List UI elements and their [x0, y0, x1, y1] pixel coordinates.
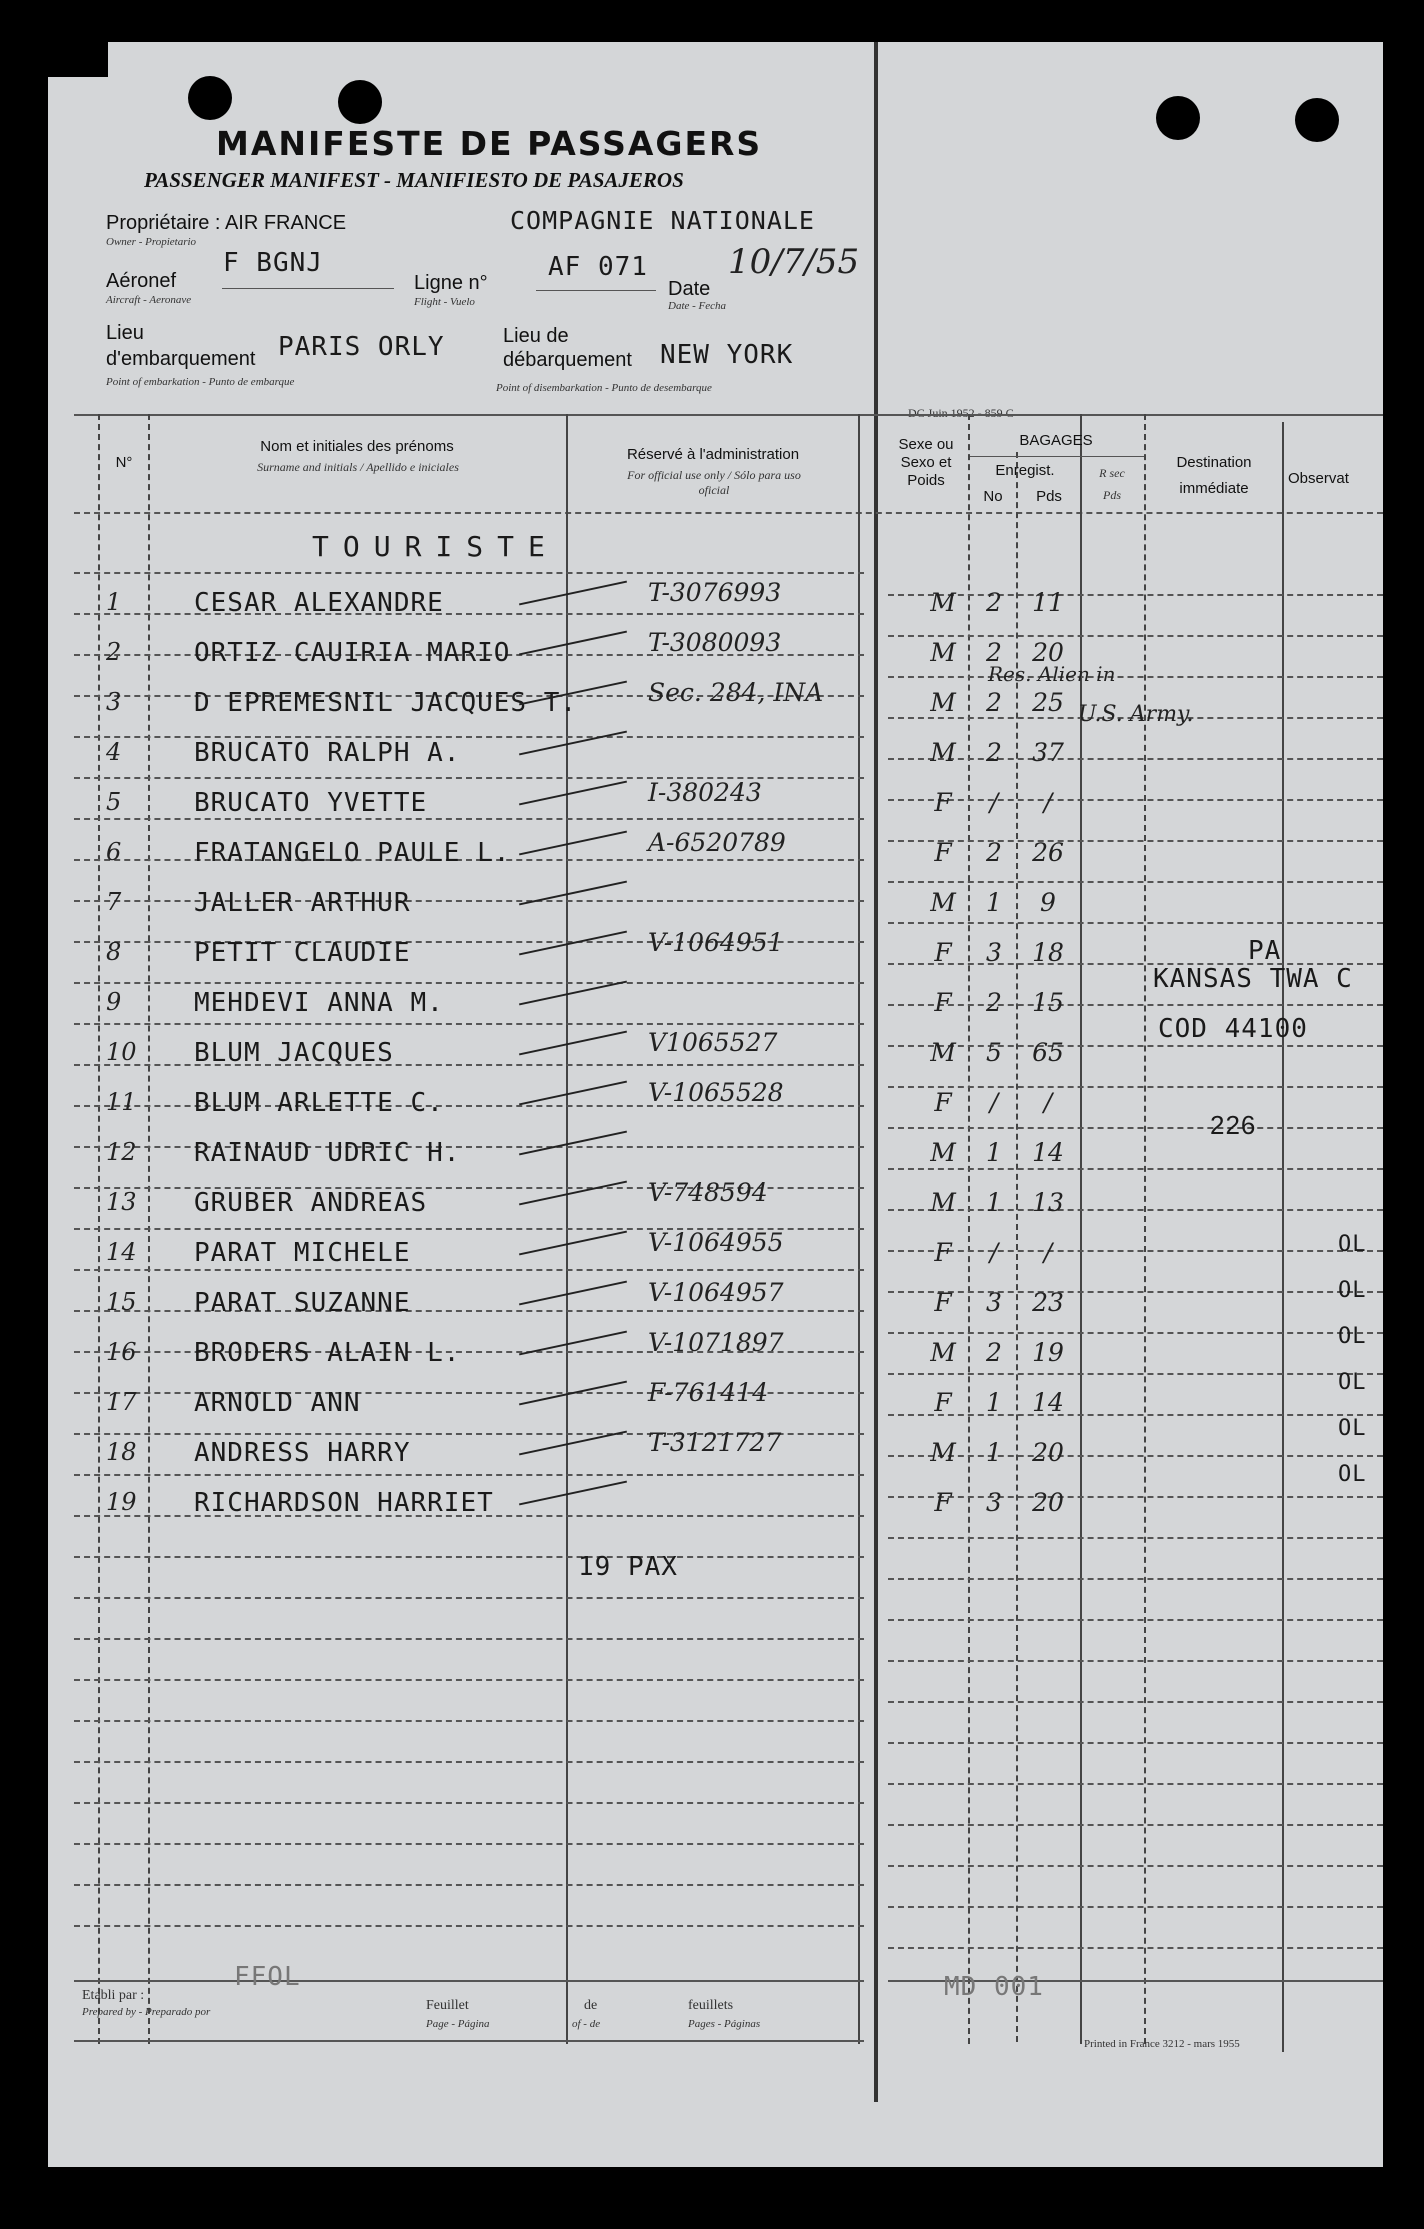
torn-corner	[48, 42, 108, 77]
col-header-sex: Sexe ou Sexo et Poids	[898, 436, 954, 489]
page-total-label: feuillets	[688, 1998, 734, 2013]
bag-weight: 65	[1032, 1038, 1064, 1067]
passenger-sex: M	[930, 738, 956, 767]
check-stroke	[519, 731, 627, 756]
passenger-name: D EPREMESNIL JACQUES T.	[194, 688, 578, 718]
admin-number: V-1064951	[648, 928, 784, 957]
bag-weight: 18	[1032, 938, 1064, 967]
bag-count: 1	[986, 1388, 1002, 1417]
table-row	[48, 1278, 1383, 1328]
passenger-name: ARNOLD ANN	[194, 1388, 361, 1418]
passenger-name: BRODERS ALAIN L.	[194, 1338, 461, 1368]
check-stroke	[519, 1131, 627, 1156]
passenger-name: FRATANGELO PAULE L.	[194, 838, 511, 868]
bag-weight: 13	[1032, 1188, 1064, 1217]
bag-count: /	[989, 1238, 999, 1267]
table-row	[48, 628, 1383, 678]
prepared-value: FFOL	[234, 1962, 301, 1992]
army-note-line-1: Res. Alien in	[988, 662, 1116, 686]
table-row	[48, 778, 1383, 828]
check-stroke	[519, 631, 627, 656]
bag-weight: /	[1043, 1238, 1053, 1267]
bag-count: /	[989, 788, 999, 817]
embark-sub: Point of embarkation - Punto de embarque	[106, 376, 295, 388]
check-stroke	[519, 881, 627, 906]
admin-number: I-380243	[648, 778, 762, 807]
flight-value: AF 071	[548, 252, 648, 282]
passenger-no: 11	[106, 1088, 137, 1116]
bag-count: 2	[986, 688, 1002, 717]
bag-weight: 26	[1032, 838, 1064, 867]
passenger-name: BLUM JACQUES	[194, 1038, 394, 1068]
col-header-excess: R sec	[1099, 466, 1125, 480]
date-sub: Date - Fecha	[668, 300, 727, 312]
prepared-sub: Prepared by - Preparado por	[82, 2006, 211, 2018]
passenger-name: BLUM ARLETTE C.	[194, 1088, 444, 1118]
punch-hole-left-1	[188, 76, 232, 120]
bag-count: 5	[986, 1038, 1002, 1067]
printed-note: Printed in France 3212 - mars 1955	[1084, 2038, 1240, 2050]
punch-hole-left-2	[338, 80, 382, 124]
table-row	[48, 1378, 1383, 1428]
check-stroke	[519, 1081, 627, 1106]
admin-number: T-3076993	[648, 578, 782, 607]
page-total-sub: Pages - Páginas	[688, 2018, 761, 2030]
col-header-excess-pds: Pds	[1103, 488, 1121, 502]
passenger-sex: M	[930, 1038, 956, 1067]
passenger-sex: F	[934, 788, 952, 817]
passenger-sex: F	[934, 1238, 952, 1267]
bag-weight: /	[1043, 1088, 1053, 1117]
passenger-no: 19	[106, 1488, 137, 1516]
passenger-no: 6	[106, 838, 122, 866]
passenger-name: ORTIZ CAUIRIA MARIO	[194, 638, 511, 668]
prepared-label: Etabli par :	[82, 1988, 145, 2003]
passenger-name: PARAT MICHELE	[194, 1238, 411, 1268]
table-row	[48, 1484, 1383, 1528]
punch-hole-right-2	[1295, 98, 1339, 142]
table-row	[48, 884, 1383, 928]
passenger-sex: M	[930, 638, 956, 667]
passenger-no: 12	[106, 1138, 137, 1166]
col-header-no: N°	[115, 454, 133, 471]
punch-hole-right-1	[1156, 96, 1200, 140]
passenger-no: 4	[106, 738, 122, 766]
col-header-destination: Destination immédiate	[1176, 454, 1252, 497]
check-stroke	[519, 1381, 627, 1406]
bag-count: 2	[986, 1338, 1002, 1367]
document-subtitle: PASSENGER MANIFEST - MANIFIESTO DE PASAJEROS	[144, 168, 684, 192]
col-header-observ: Observat	[1288, 470, 1349, 487]
bag-count: 2	[986, 988, 1002, 1017]
passenger-name: BRUCATO RALPH A.	[194, 738, 461, 768]
table-row	[48, 828, 1383, 878]
col-header-admin: Réservé à l'administration	[626, 446, 800, 463]
check-stroke	[519, 581, 627, 606]
passenger-no: 3	[106, 688, 122, 716]
passenger-sex: M	[930, 588, 956, 617]
passenger-name: BRUCATO YVETTE	[194, 788, 428, 818]
bag-weight: 37	[1032, 738, 1064, 767]
owner-value: COMPAGNIE NATIONALE	[510, 206, 815, 235]
admin-number: V-1065528	[648, 1078, 784, 1107]
passenger-no: 7	[106, 888, 122, 916]
page-of-sub: of - de	[572, 2018, 601, 2030]
passenger-sex: F	[934, 988, 952, 1017]
bag-count: 2	[986, 588, 1002, 617]
passenger-no: 2	[106, 638, 122, 666]
bag-count: 1	[986, 1138, 1002, 1167]
page-of: de	[584, 1998, 598, 2013]
col-header-no-sub: No	[983, 488, 1003, 505]
bag-weight: 14	[1032, 1138, 1064, 1167]
bag-count: 1	[986, 1188, 1002, 1217]
owner-sub: Owner - Propietario	[106, 236, 197, 248]
bag-count: 3	[986, 1488, 1002, 1517]
section-label: TOURISTE	[312, 530, 559, 563]
annotation-pa: PA	[1248, 936, 1282, 966]
check-stroke	[519, 1231, 627, 1256]
bag-weight: 20	[1032, 1488, 1064, 1517]
bag-weight: 20	[1032, 1438, 1064, 1467]
page-sub: Page - Página	[426, 2018, 490, 2030]
observation-mark: OL	[1338, 1462, 1367, 1487]
owner-label: Propriétaire : AIR FRANCE	[106, 212, 347, 234]
bag-weight: 19	[1032, 1338, 1064, 1367]
bag-count: 3	[986, 938, 1002, 967]
table-row	[48, 1328, 1383, 1378]
admin-number: T-3121727	[648, 1428, 782, 1457]
passenger-sex: F	[934, 1288, 952, 1317]
table-row	[48, 1228, 1383, 1278]
observation-mark: OL	[1338, 1232, 1367, 1257]
passenger-name: PARAT SUZANNE	[194, 1288, 411, 1318]
admin-number: V-1064957	[648, 1278, 784, 1307]
passenger-sex: F	[934, 1088, 952, 1117]
observation-mark: OL	[1338, 1324, 1367, 1349]
admin-number: Sec. 284, INA	[648, 678, 824, 707]
annotation-226: 226	[1210, 1110, 1257, 1140]
col-header-name: Nom et initiales des prénoms	[260, 438, 454, 455]
passenger-sex: F	[934, 1488, 952, 1517]
passenger-name: PETIT CLAUDIE	[194, 938, 411, 968]
check-stroke	[519, 831, 627, 856]
passenger-sex: M	[930, 1438, 956, 1467]
bag-count: 2	[986, 838, 1002, 867]
admin-number: V1065527	[648, 1028, 778, 1057]
check-stroke	[519, 931, 627, 956]
disembark-sub: Point of disembarkation - Punto de desembarque	[496, 382, 712, 394]
bag-weight: 11	[1032, 588, 1064, 617]
col-header-bagages: BAGAGES	[1019, 432, 1093, 449]
passenger-name: CESAR ALEXANDRE	[194, 588, 444, 618]
passenger-sex: F	[934, 938, 952, 967]
aircraft-label: Aéronef	[106, 270, 177, 292]
annotation-cod: COD 44100	[1158, 1014, 1308, 1044]
flight-label: Ligne n°	[414, 272, 488, 294]
date-value: 10/7/55	[728, 242, 860, 282]
check-stroke	[519, 981, 627, 1006]
passenger-name: ANDRESS HARRY	[194, 1438, 411, 1468]
passenger-sex: M	[930, 688, 956, 717]
passenger-no: 13	[106, 1188, 137, 1216]
passenger-no: 8	[106, 938, 122, 966]
bag-count: /	[989, 1088, 999, 1117]
embark-label: Lieu d'embarquement	[106, 322, 256, 370]
passenger-name: GRUBER ANDREAS	[194, 1188, 428, 1218]
bag-weight: 9	[1040, 888, 1056, 917]
passenger-no: 18	[106, 1438, 137, 1466]
total-pax: 19 PAX	[578, 1552, 678, 1582]
admin-number: T-3080093	[648, 628, 782, 657]
aircraft-value: F BGNJ	[223, 248, 323, 278]
table-row	[48, 734, 1383, 778]
table-row	[48, 1178, 1383, 1228]
date-label: Date	[668, 278, 711, 300]
army-note-line-2: U.S. Army.	[1078, 702, 1194, 727]
passenger-sex: M	[930, 1188, 956, 1217]
admin-number: F-761414	[648, 1378, 769, 1407]
stamp-md: MD 001	[944, 1972, 1044, 2002]
check-stroke	[519, 1431, 627, 1456]
disembark-value: NEW YORK	[660, 340, 794, 370]
passenger-no: 1	[106, 588, 122, 616]
annotation-kansas: KANSAS TWA C	[1153, 964, 1353, 994]
bag-weight: 15	[1032, 988, 1064, 1017]
col-header-pds: Pds	[1036, 488, 1062, 505]
passenger-no: 17	[106, 1388, 137, 1416]
check-stroke	[519, 1331, 627, 1356]
passenger-name: RICHARDSON HARRIET	[194, 1488, 494, 1518]
admin-number: V-1071897	[648, 1328, 784, 1357]
page-label: Feuillet	[426, 1998, 469, 2013]
bag-count: 1	[986, 1438, 1002, 1467]
passenger-name: RAINAUD UDRIC H.	[194, 1138, 461, 1168]
bag-count: 2	[986, 738, 1002, 767]
admin-number: V-1064955	[648, 1228, 784, 1257]
bag-count: 1	[986, 888, 1002, 917]
table-row	[48, 1078, 1383, 1128]
aircraft-sub: Aircraft - Aeronave	[106, 294, 192, 306]
passenger-sex: F	[934, 838, 952, 867]
passenger-no: 9	[106, 988, 122, 1016]
check-stroke	[519, 1181, 627, 1206]
bag-weight: 25	[1032, 688, 1064, 717]
form-code: DC Juin 1952 - 859 C	[908, 406, 1014, 420]
bag-weight: 20	[1032, 638, 1064, 667]
admin-number: V-748594	[648, 1178, 768, 1207]
admin-number: A-6520789	[648, 828, 786, 857]
passenger-sex: M	[930, 888, 956, 917]
col-header-enregist: Enregist.	[995, 462, 1055, 479]
observation-mark: OL	[1338, 1278, 1367, 1303]
col-header-name-sub: Surname and initials / Apellido e iniciales	[257, 460, 459, 474]
bag-count: 2	[986, 638, 1002, 667]
check-stroke	[519, 1481, 627, 1506]
observation-mark: OL	[1338, 1416, 1367, 1441]
bag-weight: 23	[1032, 1288, 1064, 1317]
disembark-label: Lieu de débarquement	[503, 325, 632, 371]
table-row	[48, 1134, 1383, 1178]
bag-weight: 14	[1032, 1388, 1064, 1417]
table-row	[48, 578, 1383, 628]
passenger-sex: F	[934, 1388, 952, 1417]
passenger-sex: M	[930, 1138, 956, 1167]
passenger-no: 16	[106, 1338, 137, 1366]
check-stroke	[519, 781, 627, 806]
passenger-no: 10	[106, 1038, 137, 1066]
bag-weight: /	[1043, 788, 1053, 817]
passenger-no: 5	[106, 788, 122, 816]
embark-value: PARIS ORLY	[278, 332, 445, 362]
passenger-no: 15	[106, 1288, 137, 1316]
check-stroke	[519, 1281, 627, 1306]
passenger-sex: M	[930, 1338, 956, 1367]
check-stroke	[519, 1031, 627, 1056]
observation-mark: OL	[1338, 1370, 1367, 1395]
document-title: MANIFESTE DE PASSAGERS	[216, 124, 763, 163]
manifest-sheet	[48, 42, 1383, 2167]
passenger-name: MEHDEVI ANNA M.	[194, 988, 444, 1018]
passenger-no: 14	[106, 1238, 137, 1266]
passenger-name: JALLER ARTHUR	[194, 888, 411, 918]
flight-sub: Flight - Vuelo	[414, 296, 475, 308]
bag-count: 3	[986, 1288, 1002, 1317]
col-header-admin-sub: For official use only / Sólo para uso oficial	[627, 468, 801, 497]
